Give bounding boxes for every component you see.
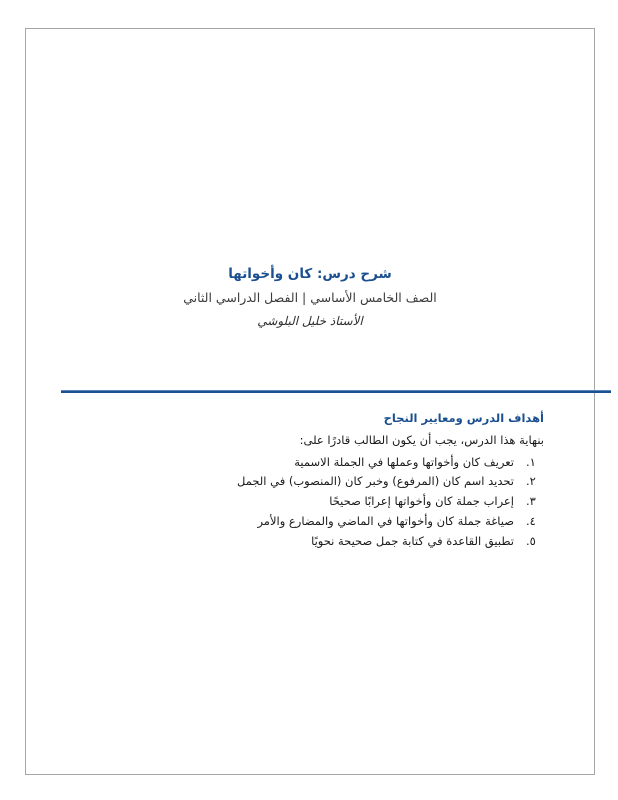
list-item-marker: ٥. — [526, 533, 536, 548]
page-subtitle: الصف الخامس الأساسي | الفصل الدراسي الثاني — [183, 290, 437, 306]
page-title: شرح درس: كان وأخواتها — [228, 266, 392, 282]
list-item-marker: ١. — [526, 454, 536, 469]
section-heading: أهداف الدرس ومعايير النجاح — [383, 411, 544, 425]
objectives-list — [76, 453, 544, 552]
list-item-label: تحديد اسم كان (المرفوع) وخبر كان (المنصوب) في الجمل — [236, 474, 514, 489]
list-item — [76, 512, 544, 532]
list-item-marker: ٤. — [526, 513, 536, 528]
list-item — [76, 492, 544, 512]
list-item — [76, 532, 544, 552]
title-block — [26, 264, 594, 330]
list-item-marker: ٢. — [526, 474, 536, 489]
list-item-label: صياغة جملة كان وأخواتها في الماضي والمضارع والأمر — [257, 513, 514, 528]
list-item — [76, 453, 544, 473]
author-name: الأستاذ خليل البلوشي — [257, 314, 363, 328]
list-item-label: إعراب جملة كان وأخواتها إعرابًا صحيحًا — [329, 494, 514, 509]
horizontal-divider — [61, 390, 611, 393]
list-item — [76, 472, 544, 492]
section-intro-text: بنهاية هذا الدرس، يجب أن يكون الطالب قادرًا على: — [299, 432, 544, 447]
objectives-section — [76, 410, 544, 551]
list-item-label: تطبيق القاعدة في كتابة جمل صحيحة نحويًا — [311, 533, 514, 548]
list-item-label: تعريف كان وأخواتها وعملها في الجملة الاسمية — [294, 454, 514, 469]
list-item-marker: ٣. — [526, 494, 536, 509]
document-page — [25, 28, 595, 775]
